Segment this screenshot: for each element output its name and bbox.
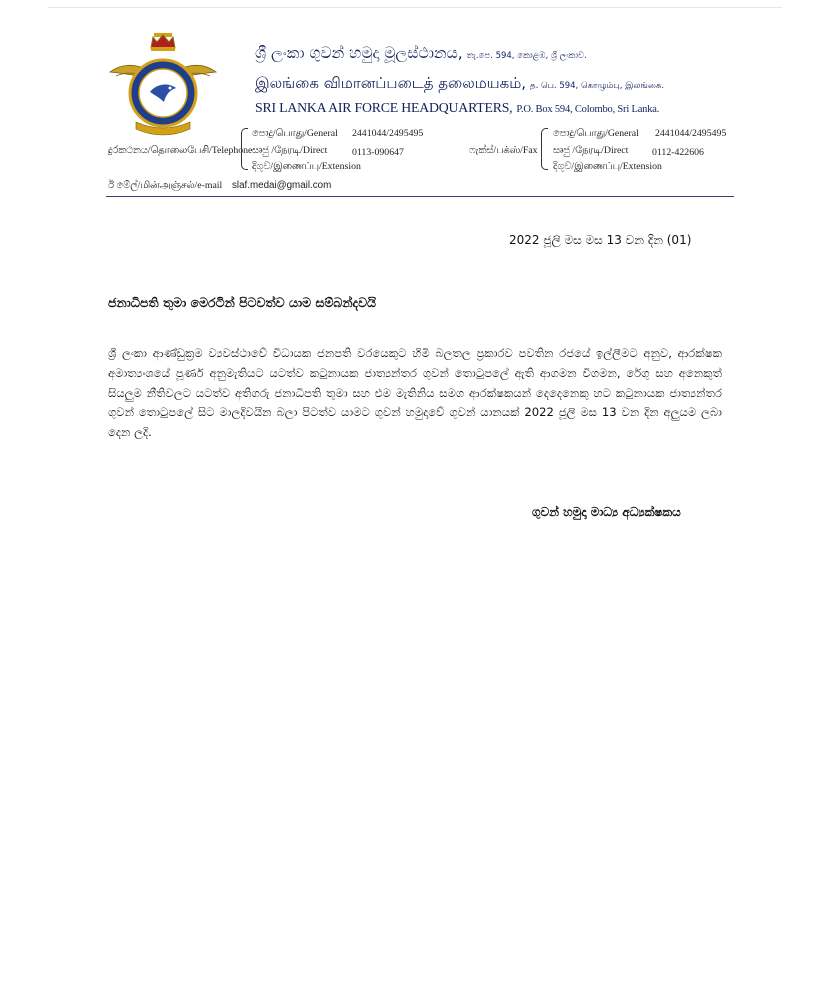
telephone-label: දුරකථනය/தொலைபேசி/Telephone <box>108 145 253 156</box>
letterhead-sinhala <box>255 44 587 63</box>
fax-label: ෆැක්ස්/பக்ஸ்/Fax <box>469 145 538 156</box>
crown-icon <box>151 33 175 51</box>
scan-edge-line <box>48 7 782 8</box>
air-force-crest-logo <box>106 30 220 142</box>
telephone-general-value: 2441044/2495495 <box>352 128 424 139</box>
hq-address-english: P.O. Box 594, Colombo, Sri Lanka. <box>516 104 660 115</box>
hq-name-sinhala: ශ්‍රී ලංකා ගුවන් හමුදා මූලස්ථානය, <box>255 44 463 62</box>
telephone-general-label: පොදු/பொது/General <box>252 128 338 139</box>
email-value[interactable]: slaf.medai@gmail.com <box>232 180 332 191</box>
letter-date: 2022 ජූලි මස මස 13 වන දින (01) <box>509 233 692 247</box>
letter-subject: ජනාධිපති තුමා මෙරටින් පිටවත්ව යාම සම්බන්දවයි <box>108 295 377 310</box>
fax-direct-label: සෘජු /நேரடி/Direct <box>553 145 629 156</box>
fax-extension-label: දිගුව/இணைப்பு/Extension <box>553 161 662 172</box>
telephone-direct-value: 0113-090647 <box>352 147 404 158</box>
letterhead-english <box>255 100 659 116</box>
hq-address-tamil: த. பெ. 594, கொழும்பு, இலங்கை. <box>530 81 665 91</box>
telephone-extension-label: දිගුව/இணைப்பு/Extension <box>252 161 361 172</box>
fax-general-label: පොදු/பொது/General <box>553 128 639 139</box>
letter-signature: ගුවන් හමුදා මාධ්‍ය අධ්‍යක්ෂකය <box>532 505 681 519</box>
fax-brace <box>541 128 548 170</box>
fax-direct-value: 0112-422606 <box>652 147 704 158</box>
fax-general-value: 2441044/2495495 <box>655 128 727 139</box>
letterhead-tamil <box>255 74 664 94</box>
email-label: ඊ මේල්/மின்அஞ்சல்/e-mail <box>108 180 223 191</box>
telephone-direct-label: සෘජු /நேரடி/Direct <box>252 145 328 156</box>
letter-body: ශ්‍රී ලංකා ආණ්ඩුක්‍රම ව්‍යවස්ථාවේ විධායක ජනපති වරයෙකුට හිමි බලතල ප්‍රකාරව පවතින රජයේ ඉල්ලීමට අනුව, ආරක්ෂක අමාත්‍යංශයේ පූර්ණ අනුමැතියට යටත්ව කටුනායක ජාත්‍යන්තර ගුවන් තොටුපලේ ඇති ආගමන විගමන, රේගු සහ අනෙකුත් සියලුම නීතිවලට යටත්ව අතිගරු ජනාධිපති තුමා සහ එම මැතිනිය සමග ආරක්ෂකයන් දෙදෙනෙකු හට කටුනායක ජාත්‍යන්තර ගුවන් තොටුපලේ සිට මාලදිවයින බලා පිටත්ව යාමට ගුවන් හමුදාවේ ගුවන් යානයක් 2022 ජූලි මස 13 වන දින අලුයම ලබා දෙන ලදි. <box>108 346 722 440</box>
hq-name-english: SRI LANKA AIR FORCE HEADQUARTERS, <box>255 100 513 115</box>
letterhead-divider <box>106 196 734 197</box>
telephone-brace <box>241 128 248 170</box>
hq-name-tamil: இலங்கை விமானப்படைத் தலைமயகம், <box>255 74 527 92</box>
hq-address-sinhala: තැ.පෙ. 594, කොළඹ, ශ්‍රී ලංකාව. <box>466 51 587 61</box>
